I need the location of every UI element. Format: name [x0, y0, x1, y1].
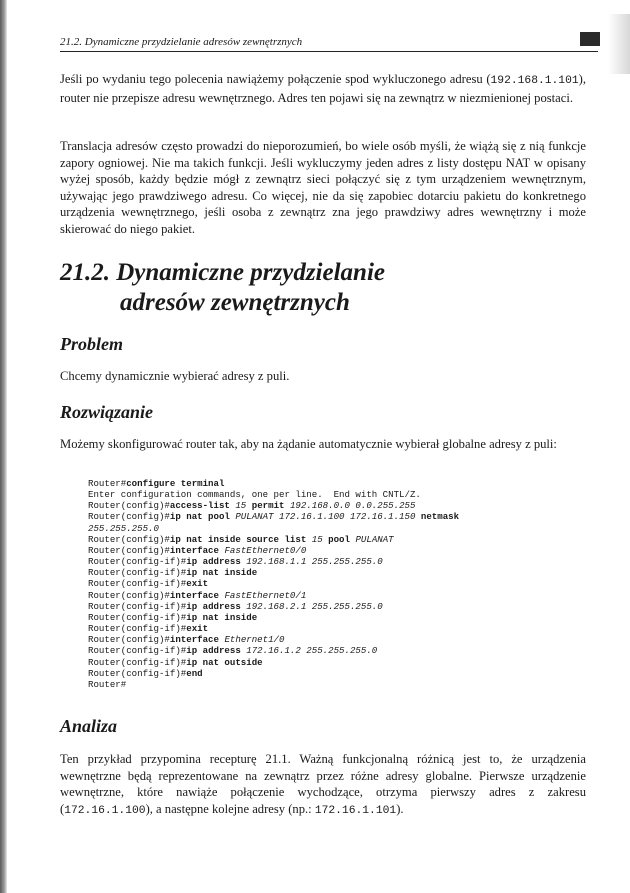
code-argument: FastEthernet0/1: [218, 589, 307, 601]
code-keyword: ip address: [186, 600, 241, 612]
code-line: [88, 578, 208, 589]
code-keyword: exit: [186, 578, 209, 590]
code-keyword: ip nat outside: [186, 656, 263, 668]
page-number-mark: [580, 32, 600, 46]
code-argument: 255.255.255.0: [88, 522, 159, 534]
code-keyword: ip address: [186, 645, 241, 657]
code-line: [88, 545, 306, 556]
inline-address-next: 172.16.1.101: [314, 804, 397, 817]
code-prompt: Router(config-if)#: [88, 645, 187, 657]
code-keyword: interface: [169, 589, 219, 601]
code-keyword: interface: [169, 634, 219, 646]
code-keyword: interface: [169, 544, 219, 556]
code-prompt: Router(config)#: [88, 533, 170, 545]
code-prompt: Router(config)#: [88, 500, 170, 512]
code-prompt: Router(config-if)#: [88, 667, 187, 679]
code-keyword: access-list: [169, 500, 230, 512]
code-line: [88, 567, 257, 578]
code-keyword: end: [186, 667, 203, 679]
problem-heading: Problem: [60, 334, 123, 354]
code-line: [88, 590, 306, 601]
code-line: [88, 657, 263, 668]
paragraph-nat-misconception: Translacja adresów często prowadzi do nieporozumień, bo wiele osób myśli, że wiążą się z nią funkcje zapory ogniowej. Nie ma takich funkcji. Jeśli wykluczymy jeden adres z listy dostępu NAT w opisany wyżej sposób, każdy będzie mógł z zewnątrz sieci połączyć się z tym urządzeniem wewnętrznym, używając jego prawdziwego adresu. Co więcej, nie da się zapobiec dotarciu pakietu do konkretnego urządzenia wewnętrznego, jeśli osoba z zewnątrz zna jego prawdziwy adres wewnętrzny i może skierować do niego pakiet.: [60, 139, 586, 236]
code-argument: 192.168.2.1 255.255.255.0: [240, 600, 383, 612]
code-prompt: Router(config)#: [88, 589, 170, 601]
code-keyword: netmask: [420, 511, 460, 523]
code-keyword: ip nat inside: [186, 611, 258, 623]
running-head-title: 21.2. Dynamiczne przydzielanie adresów zewnętrznych: [60, 36, 303, 48]
code-argument: 15: [306, 533, 329, 545]
code-argument: Ethernet1/0: [218, 634, 285, 646]
code-prompt: Router#: [88, 678, 127, 690]
code-prompt: Router(config-if)#: [88, 567, 187, 579]
code-line: [88, 679, 126, 690]
code-keyword: ip nat inside source list: [169, 533, 307, 545]
code-keyword: exit: [186, 623, 209, 635]
code-argument: 192.168.1.1 255.255.255.0: [240, 556, 383, 568]
section-title: [60, 258, 586, 318]
inline-address-first: 172.16.1.100: [64, 804, 146, 817]
section-title-line2: adresów zewnętrznych: [120, 289, 350, 316]
section-title-line1: 21.2. Dynamiczne przydzielanie: [60, 259, 385, 286]
problem-text: Chcemy dynamicznie wybierać adresy z puli.: [60, 369, 290, 383]
code-argument: FastEthernet0/0: [218, 544, 307, 556]
code-line: [88, 601, 383, 612]
code-prompt: Router(config-if)#: [88, 656, 187, 668]
code-keyword: permit: [251, 500, 285, 512]
code-prompt: Router(config)#: [88, 634, 170, 646]
code-prompt: Router(config-if)#: [88, 623, 187, 635]
code-line: [88, 523, 159, 534]
code-line: [88, 645, 377, 656]
inline-address: 192.168.1.101: [490, 75, 579, 87]
code-prompt: Router(config-if)#: [88, 611, 187, 623]
code-keyword: ip nat pool: [169, 511, 230, 523]
analysis-heading: Analiza: [60, 716, 118, 736]
code-line: [88, 511, 459, 522]
code-argument: 192.168.0.0 0.0.255.255: [284, 500, 416, 512]
solution-heading: Rozwiązanie: [60, 402, 154, 422]
code-line: [88, 534, 394, 545]
analysis-text: Ten przykład przypomina recepturę 21.1. Ważną funkcjonalną różnicą jest to, że urządzenia wewnętrzne będą reprezentowane na zewnątrz przez różne adresy globalne. Pierwsze urządzenie wewnętrzne, które nawiąże połączenie wychodzące, otrzyma pierwszy adres z zakresu (172.16.1.100), a następne kolejne adresy (np.: 172.16.1.101).: [60, 752, 586, 817]
router-config-code: [88, 478, 588, 690]
code-argument: 15: [229, 500, 252, 512]
page-corner-shadow: [608, 14, 630, 74]
code-argument: PULANAT 172.16.1.100 172.16.1.150: [229, 511, 421, 523]
code-prompt: Router(config)#: [88, 544, 170, 556]
code-line: [88, 489, 421, 500]
code-line: [88, 478, 224, 489]
code-argument: PULANAT: [349, 533, 394, 545]
running-head: [60, 36, 598, 52]
code-prompt: Router#: [88, 478, 127, 489]
code-keyword: ip nat inside: [186, 567, 258, 579]
code-keyword: ip address: [186, 556, 241, 568]
code-argument: 172.16.1.2 255.255.255.0: [240, 645, 378, 657]
code-prompt: Router(config-if)#: [88, 578, 187, 590]
code-line: [88, 634, 284, 645]
code-line: [88, 500, 415, 511]
code-line: [88, 668, 203, 679]
code-keyword: configure terminal: [126, 478, 225, 489]
solution-text: Możemy skonfigurować router tak, aby na żądanie automatycznie wybierał globalne adresy z puli:: [60, 437, 557, 451]
code-prompt: Router(config-if)#: [88, 556, 187, 568]
code-prompt: Enter configuration commands, one per line. End with CNTL/Z.: [88, 489, 421, 501]
code-line: [88, 623, 208, 634]
code-line: [88, 612, 257, 623]
code-prompt: Router(config-if)#: [88, 600, 187, 612]
paragraph-excluded-address: Jeśli po wydaniu tego polecenia nawiążemy połączenie spod wykluczonego adresu (192.168.1.101), router nie przepisze adresu wewnętrznego. Adres ten pojawi się na zewnątrz w niezmienionej postaci.: [60, 72, 586, 105]
code-keyword: pool: [328, 533, 350, 545]
code-line: [88, 556, 383, 567]
code-prompt: Router(config)#: [88, 511, 170, 523]
